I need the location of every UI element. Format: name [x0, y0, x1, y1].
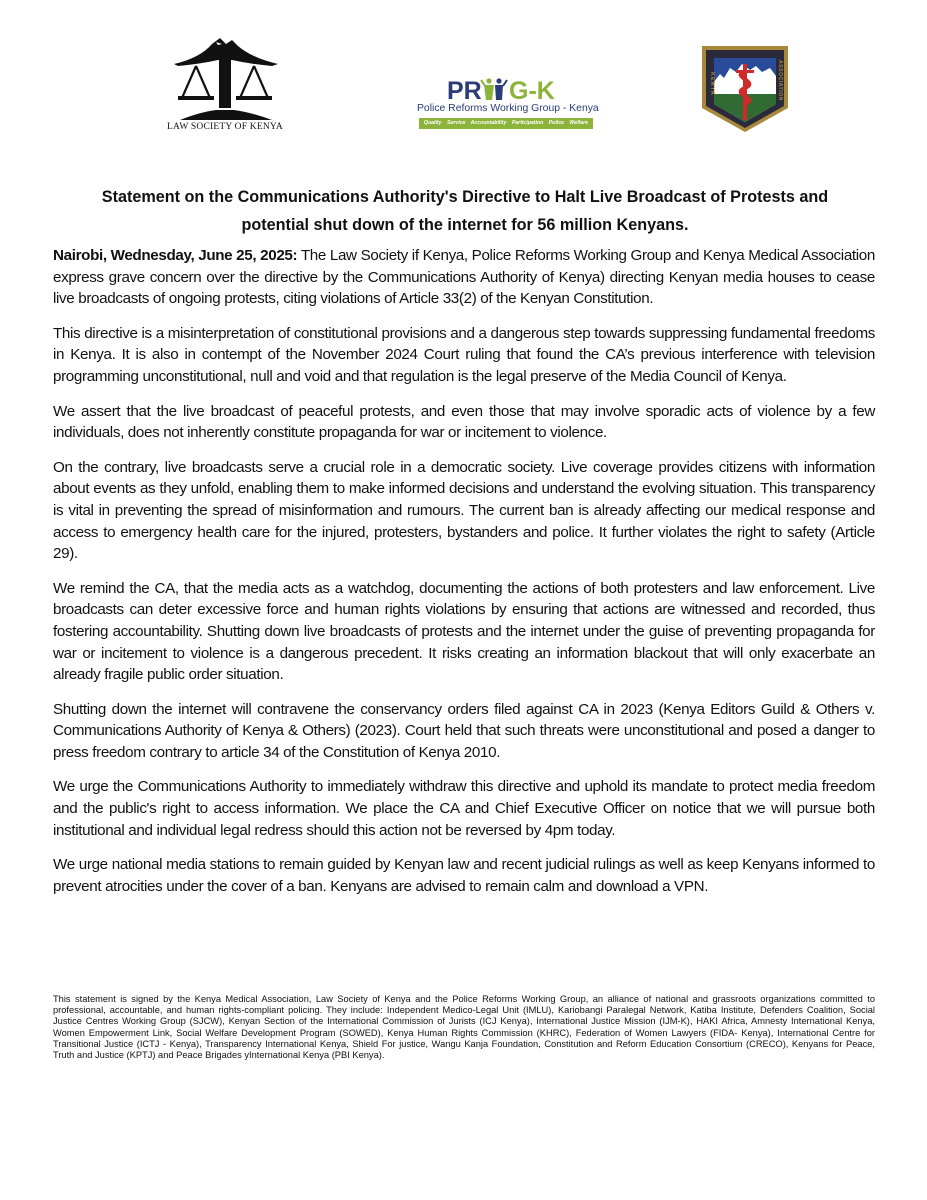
svg-text:KENYA: KENYA: [709, 72, 715, 96]
paragraph: This directive is a misinterpretation of constitutional provisions and a dangerous step towards suppressing fundamental freedoms in Kenya. It is also in contempt of the November 2024 Court ruling that found the CA’s previous interference with television programming unconstitutional, null and void and that regulation is the legal preserve of the Media Council of Kenya.: [53, 324, 875, 385]
paragraph: We assert that the live broadcast of peaceful protests, and even those that may involve sporadic acts of violence by a few individuals, does not inherently constitute propaganda for war or incitement to violence.: [53, 402, 875, 442]
paragraph-dateline: [53, 245, 875, 310]
paragraph: We urge the Communications Authority to immediately withdraw this directive and uphold its mandate to protect media freedom and the public's right to access information. We place the CA and Chief Executive Officer on notice that we will pursue both institutional and individual legal redress should this action not be reversed by 4pm today.: [53, 778, 875, 839]
paragraph-text: The Law Society if Kenya, Police Reforms Working Group and Kenya Medical Association express grave concern over the directive by the Communications Authority of Kenya) directing Kenyan media houses to cease live broadcasts of ongoing protests, citing violations of Article 33(2) of the Kenyan Constitution.: [53, 247, 875, 308]
paragraph: We remind the CA, that the media acts as a watchdog, documenting the actions of both protesters and law enforcement. Live broadcasts can deter excessive force and human rights violations by ensuring that actions are witnessed and recorded, thus fostering accountability. Shutting down live broadcasts of protests and the internet under the guise of preventing propaganda for war or incitement to violence is a dangerous precedent. It risks creating an information blackout that will only exacerbate an already fragile public order situation.: [53, 579, 875, 684]
kma-shield-icon: [700, 42, 790, 134]
prwg-name: Police Reforms Working Group - Kenya: [417, 103, 599, 114]
lsk-caption: LAW SOCIETY OF KENYA: [167, 122, 283, 132]
paragraph: Shutting down the internet will contravene the conservancy orders filed against CA in 2023 (Kenya Editors Guild & Others v. Communications Authority of Kenya & Others) (2023). Court held that such threats were unconstitutional and posed a danger to press freedom contrary to article 34 of the Constitution of Kenya 2010.: [53, 700, 875, 761]
prwg-wordmark-icon: [437, 76, 577, 102]
paragraph: On the contrary, live broadcasts serve a crucial role in a democratic society. Live coverage provides citizens with information about events as they unfold, enabling them to make informed decisions and understand the evolving situation. This transparency is vital in preventing the spread of misinformation and rumours. The current ban is already affecting our medical response and access to emergency health care for the injured, protesters, bystanders and police. It further violates the right to safety (Article 29).: [53, 458, 875, 563]
kenya-medical-association-logo: [700, 42, 790, 134]
police-reforms-working-group-logo: [417, 76, 599, 132]
prwg-tagline: Quality Service Accountability Participation Police Welfare: [419, 118, 593, 129]
dateline: Nairobi, Wednesday, June 25, 2025:: [53, 247, 298, 264]
svg-text:MEDICAL: MEDICAL: [727, 52, 763, 58]
title-line-1: Statement on the Communications Authority's Directive to Halt Live Broadcast of Protests and: [101, 188, 829, 206]
svg-text:ASSOCIATION: ASSOCIATION: [777, 60, 783, 101]
law-society-of-kenya-logo: [160, 36, 290, 136]
svg-text:G-K: G-K: [509, 77, 555, 102]
svg-text:PR: PR: [447, 77, 482, 102]
statement-title: [60, 183, 870, 239]
paragraph: We urge national media stations to remain guided by Kenyan law and recent judicial rulings as well as keep Kenyans informed to prevent atrocities under the cover of a ban. Kenyans are advised to remain calm and download a VPN.: [53, 856, 875, 895]
statement-body: [53, 245, 875, 910]
title-line-2: potential shut down of the internet for 56 million Kenyans.: [241, 216, 689, 234]
signatories-footnote: This statement is signed by the Kenya Medical Association, Law Society of Kenya and the Police Reforms Working Group, an alliance of national and grassroots organizations committed to professional, accountable, and human rights-compliant policing. They include: Independent Medico-Legal Unit (IMLU), Kariobangi Paralegal Network, Katiba Institute, Defenders Coalition, Social Justice Centres Working Group (SJCW), Kenyan Section of the International Commission of Jurists (ICJ Kenya), International Justice Mission (IJM-K), HAKI Africa, Amnesty International Kenya, Women Empowerment Link, Social Welfare Development Program (SOWED), Kenya Human Rights Commission (KHRC), Federation of Women Lawyers (FIDA- Kenya), International Centre for Transitional Justice (ICTJ - Kenya), Transparency International Kenya, Shield For justice, Wangu Kanja Foundation, Constitution and Reform Education Consortium (CRECO), Kenyans for Peace, Truth and Justice (KPTJ) and Peace Brigades yInternational Kenya (PBI Kenya).: [53, 994, 875, 1061]
scales-of-justice-icon: [160, 36, 290, 122]
